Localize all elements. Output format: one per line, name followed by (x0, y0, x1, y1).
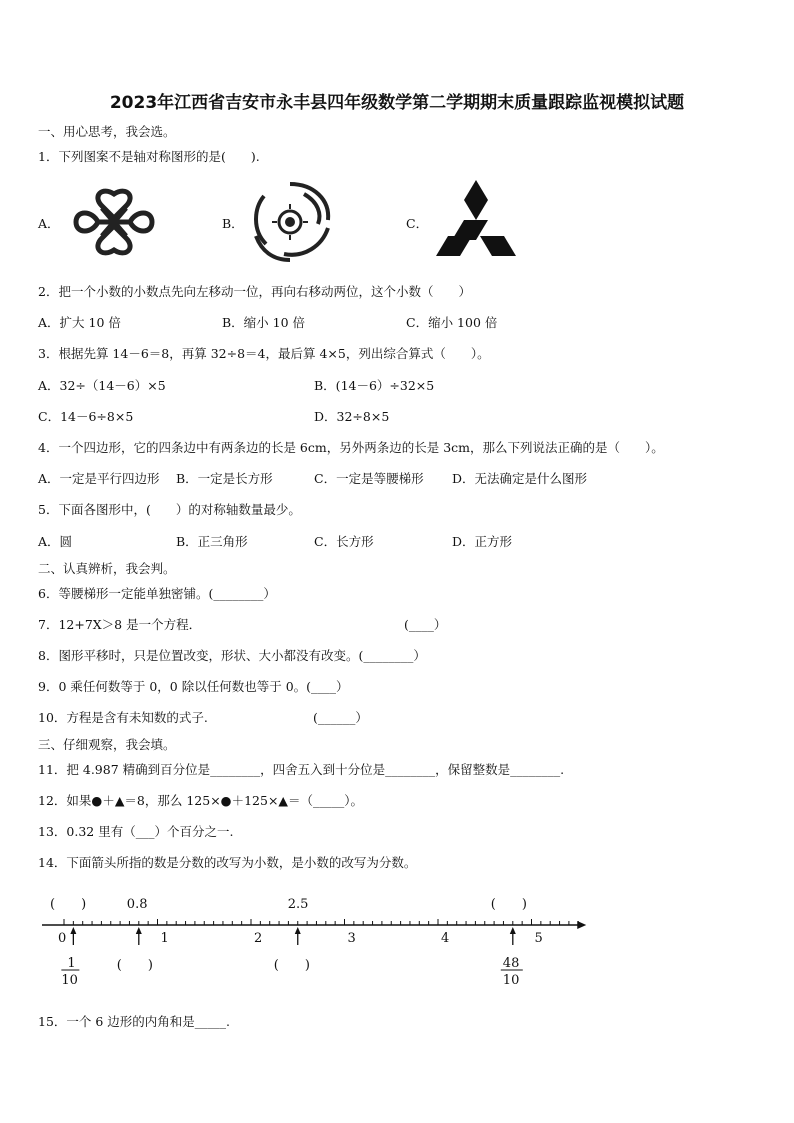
question-6: 6．等腰梯形一定能单独密铺。(________） (38, 586, 276, 601)
section-3-heading: 三、仔细观察，我会填。 (38, 737, 176, 752)
q2-option-a: A．扩大 10 倍 (38, 315, 121, 330)
question-7-blank: (____） (404, 617, 447, 632)
tick-label: 0 (58, 931, 67, 946)
question-8: 8．图形平移时，只是位置改变，形状、大小都没有改变。(________） (38, 648, 426, 663)
spiral-icon (244, 180, 336, 262)
tick-label: 2 (254, 931, 263, 946)
question-11: 11．把 4.987 精确到百分位是________，四舍五入到十分位是________，保留整数是________. (38, 762, 565, 777)
question-10: 10．方程是含有未知数的式子. (38, 710, 208, 725)
pointer-arrowhead (70, 927, 76, 934)
q3-option-b: B．(14－6）÷32×5 (314, 378, 435, 393)
q3-option-a: A．32÷（14－6）×5 (38, 378, 166, 393)
pointer-arrowhead (295, 927, 301, 934)
tick-label: 3 (347, 931, 356, 946)
page-title: 2023年江西省吉安市永丰县四年级数学第二学期期末质量跟踪监视模拟试题 (109, 93, 685, 113)
question-5: 5．下面各图形中，( ）的对称轴数量最少。 (38, 502, 301, 517)
q4-option-d: D．无法确定是什么图形 (452, 471, 588, 486)
top-label: ( ) (490, 897, 527, 912)
fraction-numerator: 1 (67, 956, 76, 971)
q2-option-b: B．缩小 10 倍 (222, 315, 306, 330)
question-14: 14．下面箭头所指的数是分数的改写为小数，是小数的改写为分数。 (38, 855, 417, 870)
q5-option-d: D．正方形 (452, 534, 513, 549)
question-12: 12．如果●＋▲＝8，那么 125×●＋125×▲＝（_____）。 (38, 793, 364, 808)
q1-option-b-label: B． (222, 216, 244, 231)
top-label: ( ) (50, 897, 87, 912)
tick-label: 4 (441, 931, 450, 946)
question-15: 15．一个 6 边形的内角和是_____. (38, 1014, 231, 1029)
bottom-blank: ( ) (116, 958, 153, 973)
q2-option-c: C．缩小 100 倍 (406, 315, 498, 330)
question-10-blank: (______） (313, 710, 368, 725)
question-13: 13．0.32 里有（___）个百分之一. (38, 824, 234, 839)
q4-option-b: B．一定是长方形 (176, 471, 273, 486)
section-1-heading: 一、用心思考，我会选。 (38, 124, 176, 139)
q3-option-c: C．14－6÷8×5 (38, 409, 134, 424)
fraction-numerator: 48 (502, 956, 520, 971)
three-diamonds-icon (436, 180, 516, 260)
knot-icon (64, 186, 164, 258)
q5-option-c: C．长方形 (314, 534, 374, 549)
q5-option-b: B．正三角形 (176, 534, 248, 549)
question-7: 7．12+7X＞8 是一个方程． (38, 617, 202, 632)
bottom-blank: ( ) (273, 958, 310, 973)
tick-label: 5 (534, 931, 543, 946)
q3-option-d: D．32÷8×5 (314, 409, 390, 424)
question-4: 4．一个四边形，它的四条边中有两条边的长是 6cm，另外两条边的长是 3cm，那么下列说法正确的是（ ）。 (38, 440, 664, 455)
pointer-arrowhead (136, 927, 142, 934)
fraction-denominator: 10 (61, 973, 78, 988)
top-label: 2.5 (287, 897, 309, 912)
question-1: 1．下列图案不是轴对称图形的是( ). (38, 149, 260, 164)
q1-option-a-label: A． (38, 216, 60, 231)
section-2-heading: 二、认真辨析，我会判。 (38, 561, 176, 576)
question-9: 9．0 乘任何数等于 0，0 除以任何数也等于 0。(____） (38, 679, 349, 694)
question-3: 3．根据先算 14－6＝8，再算 32÷8＝4，最后算 4×5，列出综合算式（ ）。 (38, 346, 490, 361)
top-label: 0.8 (126, 897, 148, 912)
tick-label: 1 (160, 931, 169, 946)
q4-option-c: C．一定是等腰梯形 (314, 471, 424, 486)
q4-option-a: A．一定是平行四边形 (38, 471, 160, 486)
q5-option-a: A．圆 (38, 534, 73, 549)
pointer-arrowhead (510, 927, 516, 934)
number-line-figure (38, 888, 598, 988)
question-2: 2．把一个小数的小数点先向左移动一位，再向右移动两位，这个小数（ ） (38, 284, 471, 299)
fraction-denominator: 10 (502, 973, 520, 988)
q1-option-c-label: C． (406, 216, 429, 231)
